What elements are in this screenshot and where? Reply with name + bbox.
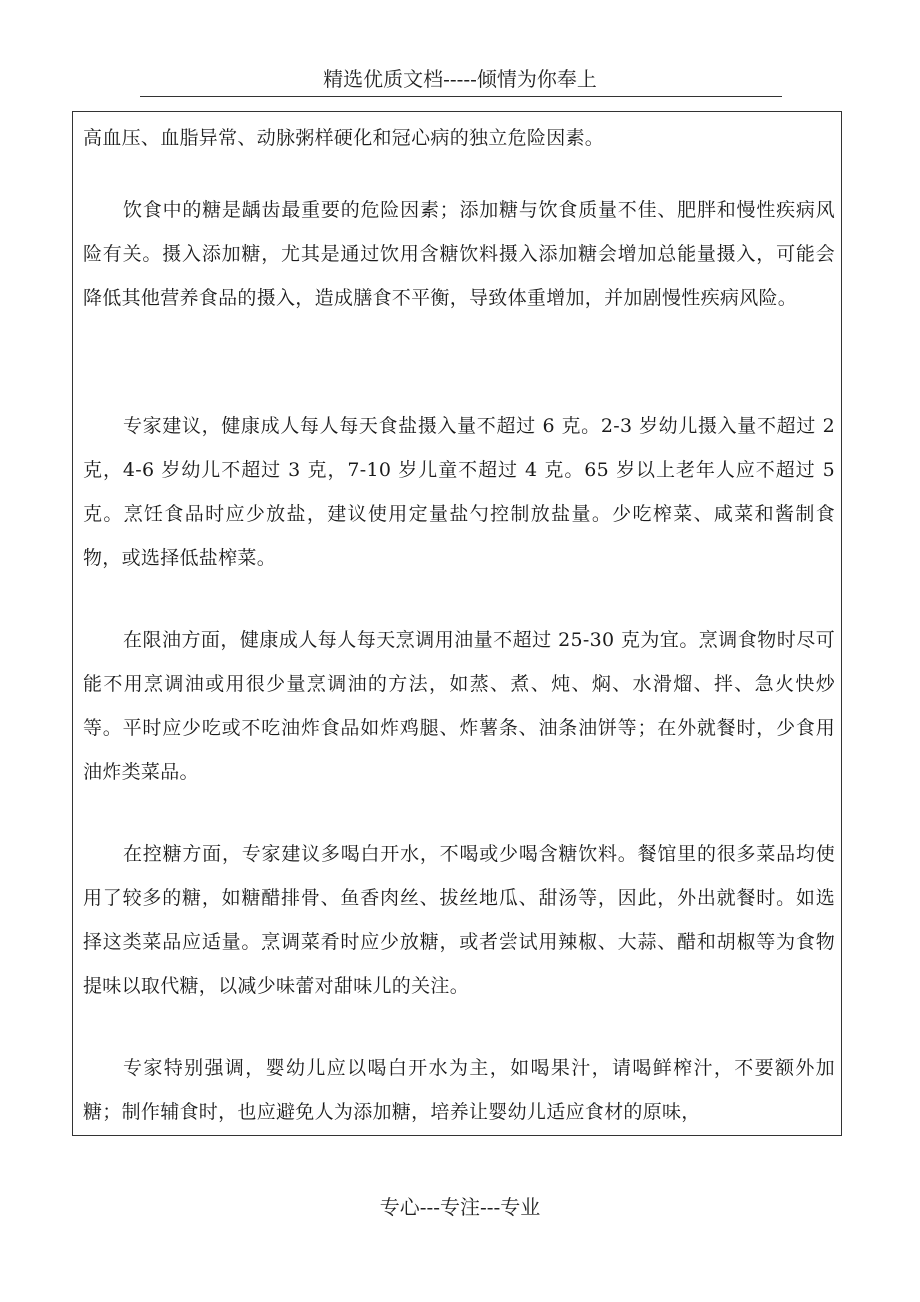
paragraph-infant-advice: 专家特别强调，婴幼儿应以喝白开水为主，如喝果汁，请喝鲜榨汁，不要额外加糖；制作辅食时，也应避免人为添加糖，培养让婴幼儿适应食材的原味， (83, 1057, 835, 1123)
page-footer: 专心---专注---专业 (379, 1195, 541, 1219)
page-header: 精选优质文档-----倾情为你奉上 (323, 67, 597, 91)
paragraph-oil-limit: 在限油方面，健康成人每人每天烹调用油量不超过 25-30 克为宜。烹调食物时尽可能不用烹调油或用很少量烹调油的方法，如蒸、煮、炖、焖、水滑熘、拌、急火快炒等。平时应少吃或不吃油炸食品如炸鸡腿、炸薯条、油条油饼等；在外就餐时，少食用油炸类菜品。 (83, 629, 835, 783)
header-divider (140, 96, 782, 97)
paragraph-sugar-risk: 饮食中的糖是龋齿最重要的危险因素；添加糖与饮食质量不佳、肥胖和慢性疾病风险有关。摄入添加糖，尤其是通过饮用含糖饮料摄入添加糖会增加总能量摄入，可能会降低其他营养食品的摄入，造成膳食不平衡，导致体重增加，并加剧慢性疾病风险。 (83, 199, 835, 309)
paragraph-continuation: 高血压、血脂异常、动脉粥样硬化和冠心病的独立危险因素。 (83, 127, 605, 149)
content-frame (72, 111, 842, 1136)
paragraph-sugar-control: 在控糖方面，专家建议多喝白开水，不喝或少喝含糖饮料。餐馆里的很多菜品均使用了较多的糖，如糖醋排骨、鱼香肉丝、拔丝地瓜、甜汤等，因此，外出就餐时。如选择这类菜品应适量。烹调菜肴时应少放糖，或者尝试用辣椒、大蒜、醋和胡椒等为食物提味以取代糖，以减少味蕾对甜味儿的关注。 (83, 843, 835, 997)
paragraph-salt-advice: 专家建议，健康成人每人每天食盐摄入量不超过 6 克。2-3 岁幼儿摄入量不超过 2 克，4-6 岁幼儿不超过 3 克，7-10 岁儿童不超过 4 克。65 岁以上老年人应不超过 5 克。烹饪食品时应少放盐，建议使用定量盐勺控制放盐量。少吃榨菜、咸菜和酱制食物，或选择低盐榨菜。 (83, 415, 835, 569)
